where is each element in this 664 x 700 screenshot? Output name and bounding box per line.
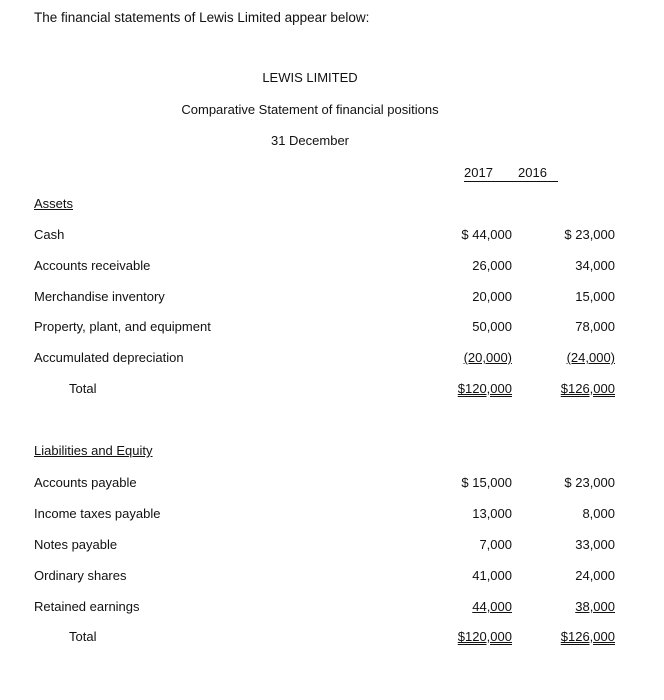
cell-2016-ordinary-shares: 24,000	[575, 568, 615, 583]
cell-2016-income-taxes-payable: 8,000	[582, 506, 615, 521]
statement-title: Comparative Statement of financial positions	[181, 102, 439, 117]
cell-2017-ordinary-shares: 41,000	[472, 568, 512, 583]
row-label-accounts-receivable: Accounts receivable	[34, 258, 151, 273]
row-label-retained-earnings: Retained earnings	[34, 599, 140, 614]
row-label-accumulated-depreciation: Accumulated depreciation	[34, 350, 184, 365]
cell-2017-notes-payable: 7,000	[479, 537, 512, 552]
liabilities-section-title: Liabilities and Equity	[34, 443, 153, 458]
year-header	[464, 165, 558, 182]
cell-2017-accounts-payable: $ 15,000	[461, 475, 512, 490]
liabilities-total-2017: $120,000	[457, 629, 512, 644]
assets-section-title: Assets	[34, 196, 74, 211]
assets-total-label: Total	[69, 381, 97, 396]
cell-2017-accounts-receivable: 26,000	[472, 258, 512, 273]
cell-2017-cash: $ 44,000	[461, 227, 512, 242]
company-name: LEWIS LIMITED	[262, 70, 358, 85]
assets-total-2017: $120,000	[457, 381, 512, 396]
cell-2016-merchandise-inventory: 15,000	[575, 289, 615, 304]
cell-2016-accounts-receivable: 34,000	[575, 258, 615, 273]
row-label-ppe: Property, plant, and equipment	[34, 319, 211, 334]
cell-2016-accounts-payable: $ 23,000	[564, 475, 615, 490]
cell-2017-retained-earnings: 44,000	[472, 599, 512, 614]
liabilities-total-2016: $126,000	[560, 629, 615, 644]
year-2017-header: 2017	[464, 165, 493, 180]
cell-2016-notes-payable: 33,000	[575, 537, 615, 552]
year-2016-header: 2016	[518, 165, 547, 180]
statement-date: 31 December	[270, 133, 350, 148]
cell-2017-income-taxes-payable: 13,000	[472, 506, 512, 521]
row-label-cash: Cash	[34, 227, 65, 242]
cell-2016-accumulated-depreciation: (24,000)	[566, 350, 615, 365]
cell-2017-accumulated-depreciation: (20,000)	[463, 350, 512, 365]
row-label-accounts-payable: Accounts payable	[34, 475, 137, 490]
intro-text: The financial statements of Lewis Limited appear below:	[34, 10, 370, 25]
row-label-merchandise-inventory: Merchandise inventory	[34, 289, 165, 304]
liabilities-total-label: Total	[69, 629, 97, 644]
cell-2016-cash: $ 23,000	[564, 227, 615, 242]
cell-2016-ppe: 78,000	[575, 319, 615, 334]
row-label-notes-payable: Notes payable	[34, 537, 118, 552]
row-label-ordinary-shares: Ordinary shares	[34, 568, 127, 583]
cell-2016-retained-earnings: 38,000	[575, 599, 615, 614]
row-label-income-taxes-payable: Income taxes payable	[34, 506, 161, 521]
assets-total-2016: $126,000	[560, 381, 615, 396]
cell-2017-merchandise-inventory: 20,000	[472, 289, 512, 304]
cell-2017-ppe: 50,000	[472, 319, 512, 334]
